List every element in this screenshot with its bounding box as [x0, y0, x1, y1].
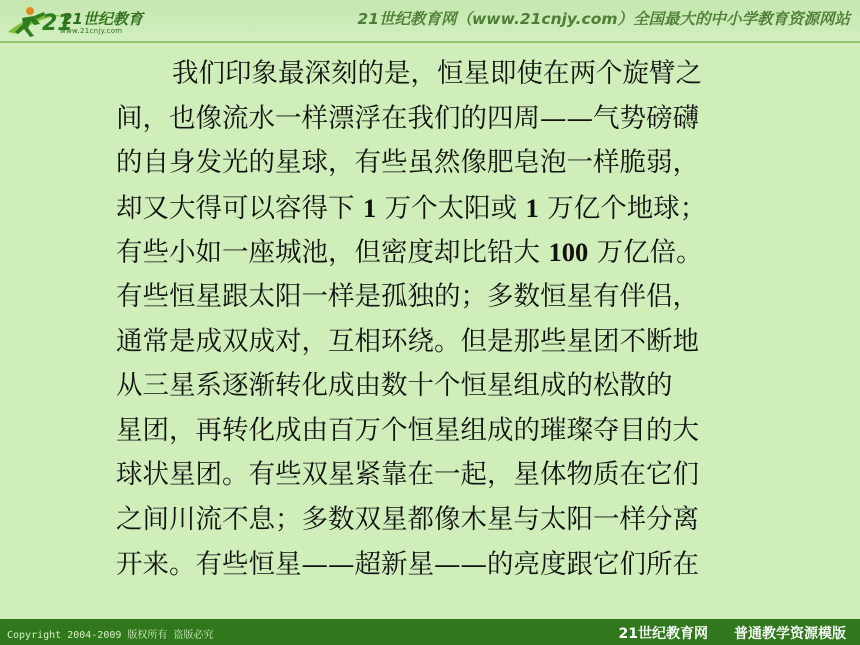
text-line: 间，也像流水一样漂浮在我们的四周——气势磅礴	[116, 102, 699, 134]
footer-bar	[0, 619, 860, 645]
text-line: 球状星团。有些双星紧靠在一起，星体物质在它们	[116, 459, 699, 491]
number-text: 1	[362, 192, 377, 223]
text-line: 我们印象最深刻的是，恒星即使在两个旋臂之	[172, 58, 702, 89]
text-line: 之间川流不息；多数双星都像木星与太阳一样分离	[116, 503, 699, 535]
footer-site-name: 21世纪教育网	[618, 626, 708, 642]
text-line: 有些恒星跟太阳一样是孤独的；多数恒星有伴侣，	[116, 280, 699, 312]
number-text: 1	[525, 192, 539, 223]
body-text	[116, 52, 756, 587]
copyright-text: Copyright 2004-2009 版权所有 盗版必究	[7, 630, 214, 641]
header-bar	[0, 0, 860, 42]
footer-branding	[619, 623, 846, 643]
text-line: 从三星系逐渐转化成由数十个恒星组成的松散的	[116, 370, 673, 402]
number-text: 100	[548, 237, 589, 268]
text-line: 有些小如一座城池，但密度却比铅大 100 万亿倍。	[116, 237, 703, 269]
footer-template-name: 普通教学资源模版	[734, 626, 846, 642]
logo-url: www.21cnjy.com	[60, 27, 123, 35]
text-line: 星团，再转化成由百万个恒星组成的璀璨夺目的大	[116, 414, 699, 446]
text-line: 通常是成双成对，互相环绕。但是那些星团不断地	[116, 325, 699, 357]
text-line: 开来。有些恒星——超新星——的亮度跟它们所在	[116, 548, 699, 580]
header-banner: 21世纪教育网（www.21cnjy.com）全国最大的中小学教育资源网站	[357, 10, 850, 28]
header-divider	[0, 41, 860, 43]
text-line: 却又大得可以容得下 1 万个太阳或 1 万亿个地球；	[116, 192, 707, 224]
logo-text: 21世纪教育	[62, 10, 143, 28]
svg-text:21: 21	[42, 11, 73, 36]
text-line: 的自身发光的星球，有些虽然像肥皂泡一样脆弱，	[116, 147, 699, 179]
